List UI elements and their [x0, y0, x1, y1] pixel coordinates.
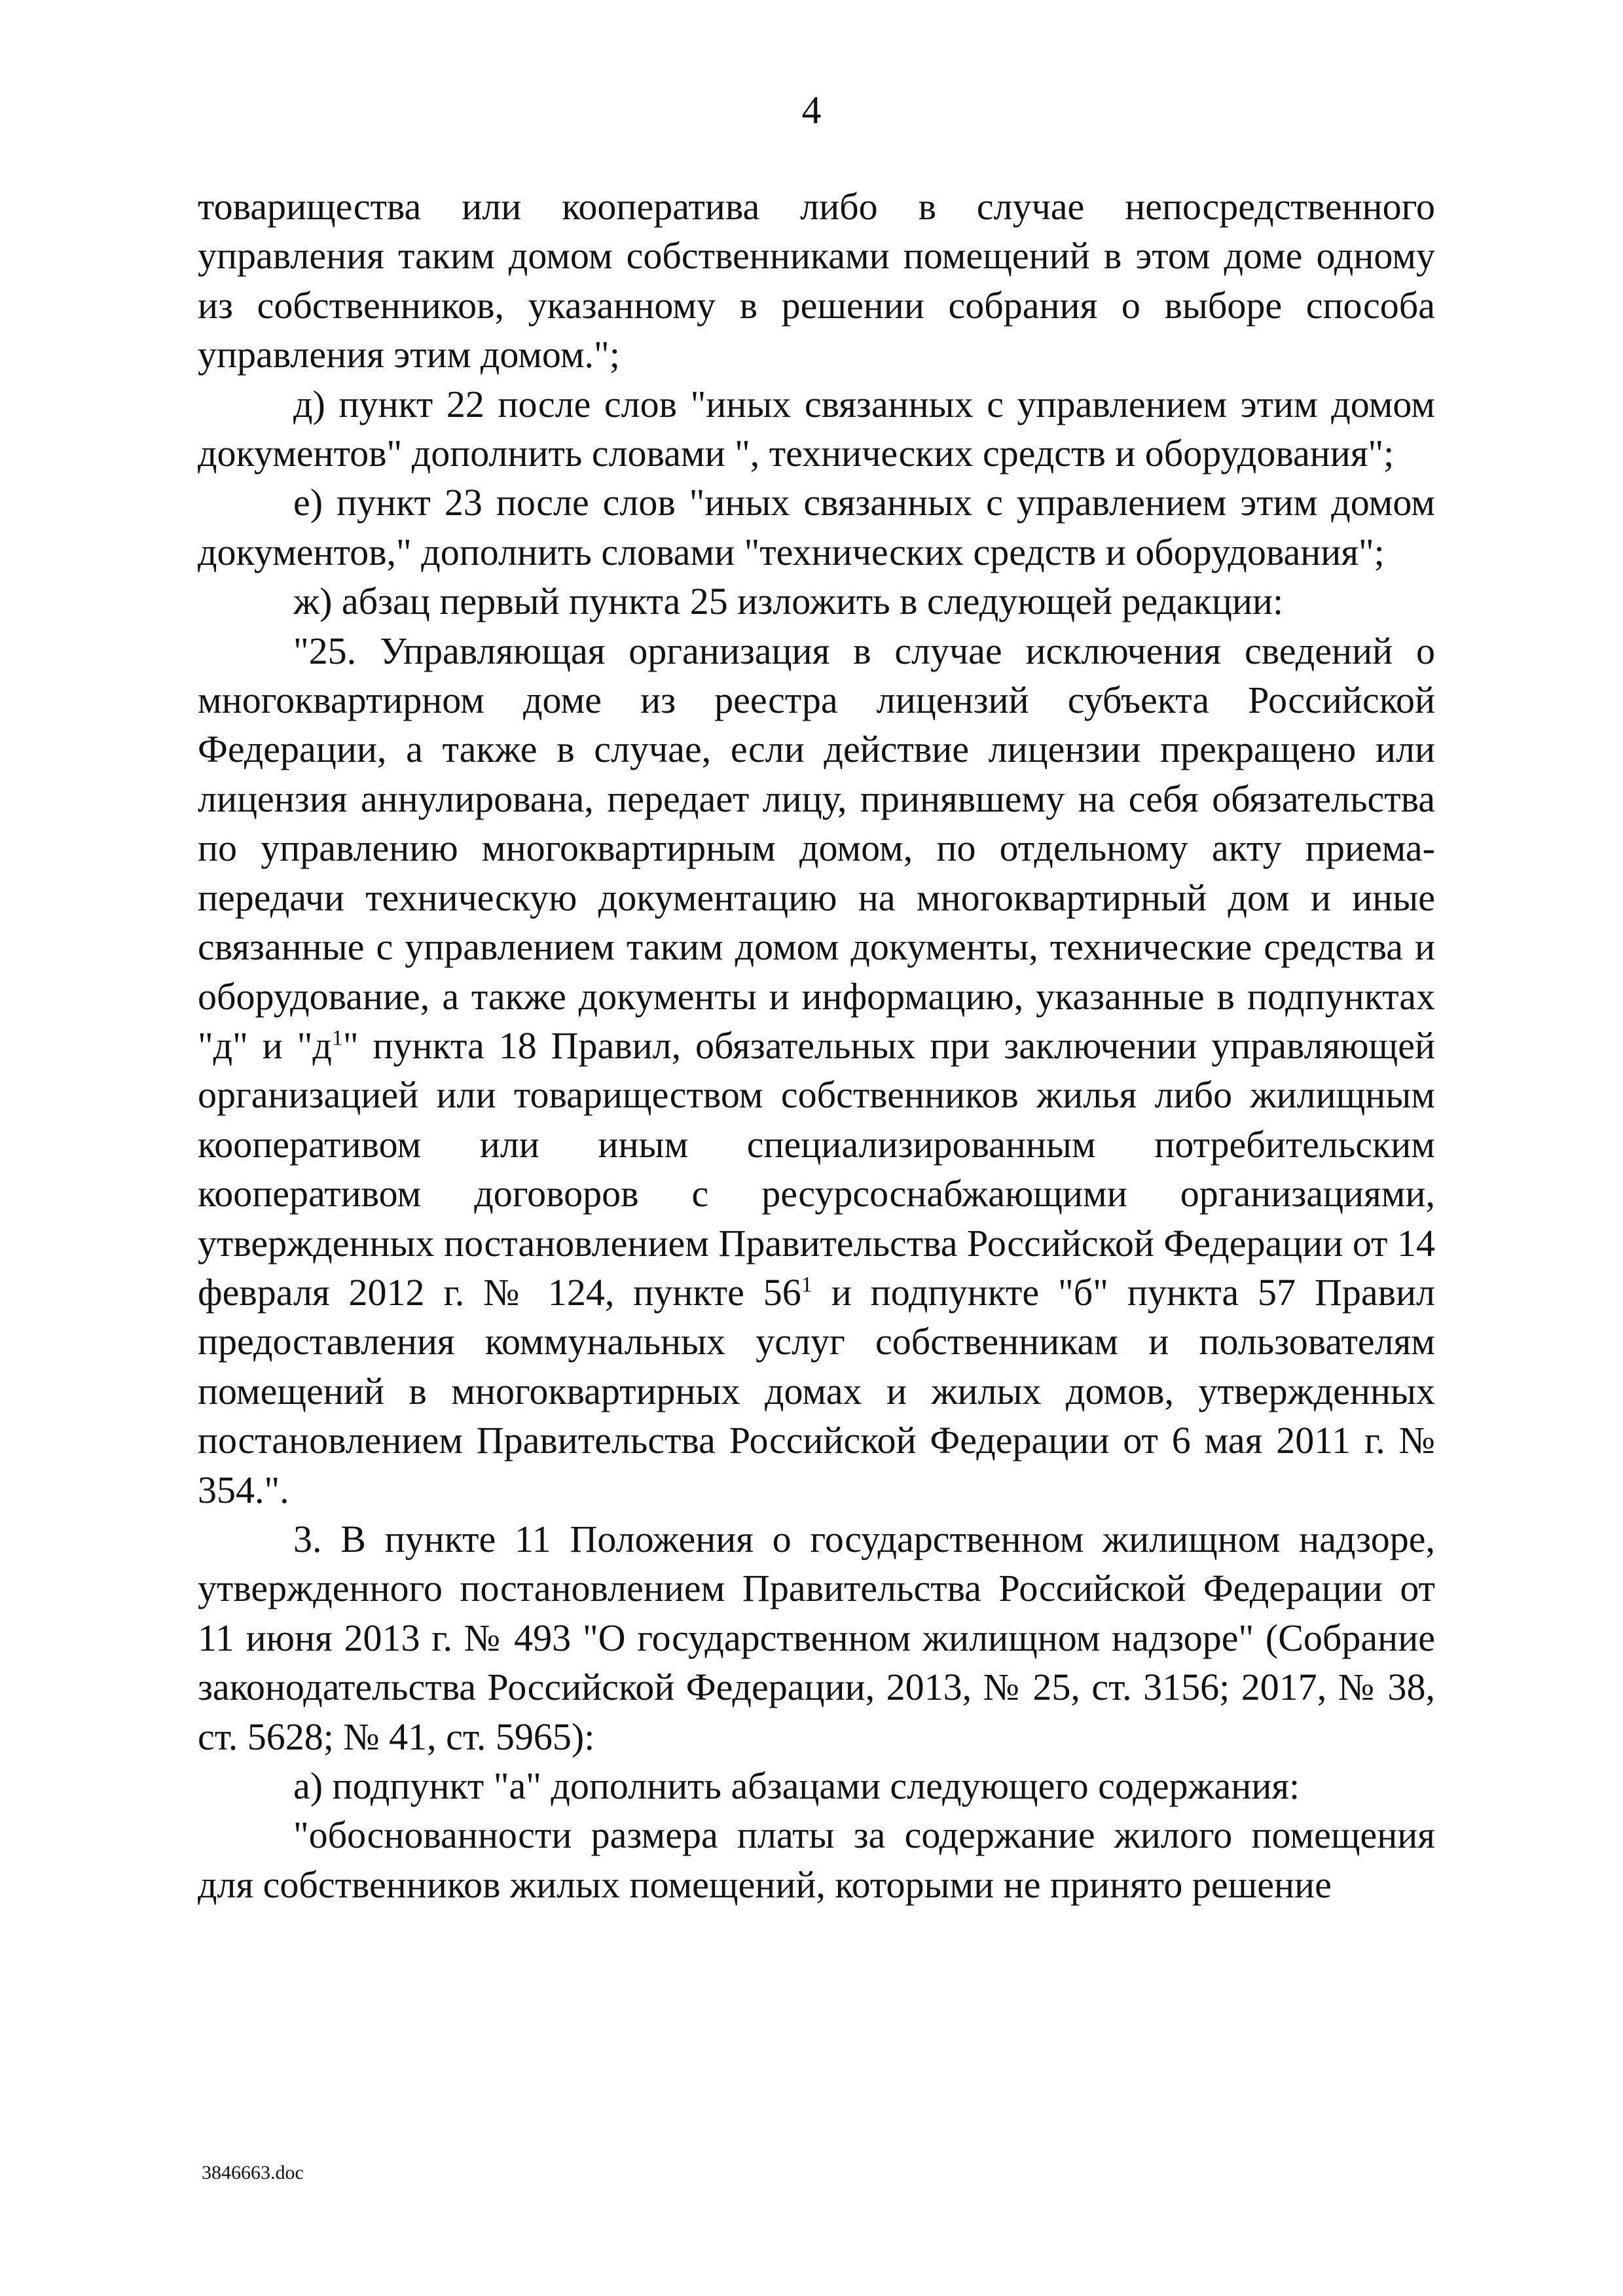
- paragraph-section-3: 3. В пункте 11 Положения о государственном жилищном надзоре, утвержденного постановлением Правительства Российской Федерации от 11 июня 2013 г. № 493 "О государственном жилищном надзоре" (Собрание законодательства Российской Федерации, 2013, № 25, ст. 3156; 2017, № 38, ст. 5628; № 41, ст. 5965):: [198, 1517, 1435, 1758]
- paragraph-item-zh: ж) абзац первый пункта 25 изложить в следующей редакции:: [293, 580, 1284, 623]
- clause-25-text-part-2: " пункта 18 Правил, обязательных при заключении управляющей организацией или товариществом собственников жилья либо жилищным кооперативом или иным специализированным потребительским кооперативом договоров с ресурсоснабжающими организациями, утвержденных постановлением Правительства Российской Федерации от 14 февраля 2012 г. № 124, пункте 56: [198, 1024, 1435, 1314]
- paragraph-item-e: е) пункт 23 после слов "иных связанных с управлением этим домом документов," дополнить словами "технических средств и оборудования";: [198, 481, 1435, 573]
- paragraph-quoted-addition: "обоснованности размера платы за содержание жилого помещения для собственников жилых помещений, которыми не принято решение: [198, 1814, 1435, 1906]
- file-name-footer: 3846663.doc: [202, 2162, 304, 2183]
- paragraph-clause-25: [198, 626, 1435, 1515]
- clause-25-text-part-1: "25. Управляющая организация в случае исключения сведений о многоквартирном доме из реестра лицензий субъекта Российской Федерации, а также в случае, если действие лицензии прекращено или лицензия аннулирована, передает лицу, принявшему на себя обязательства по управлению многоквартирным домом, по отдельному акту приема-передачи техническую документацию на многоквартирный дом и иные связанные с управлением таким домом документы, технические средства и оборудование, а также документы и информацию, указанные в подпунктах "д" и "д: [198, 629, 1435, 1067]
- paragraph-item-d: д) пункт 22 после слов "иных связанных с управлением этим домом документов" дополнить словами ", технических средств и оборудования";: [198, 382, 1435, 475]
- page-number: 4: [801, 88, 822, 132]
- superscript-marker: 1: [331, 1026, 343, 1050]
- superscript-marker: 1: [801, 1272, 812, 1297]
- paragraph-item-a: а) подпункт "а" дополнить абзацами следующего содержания:: [293, 1765, 1300, 1807]
- clause-25-text-part-3: и подпункте "б" пункта 57 Правил предоставления коммунальных услуг собственникам и пользователям помещений в многоквартирных домах и жилых домов, утвержденных постановлением Правительства Российской Федерации от 6 мая 2011 г. № 354.".: [198, 1270, 1435, 1511]
- document-body: [198, 182, 1435, 1909]
- paragraph-continuation: товарищества или кооператива либо в случае непосредственного управления таким домом собственниками помещений в этом доме одному из собственников, указанному в решении собрания о выборе способа управления этим домом.";: [198, 185, 1435, 376]
